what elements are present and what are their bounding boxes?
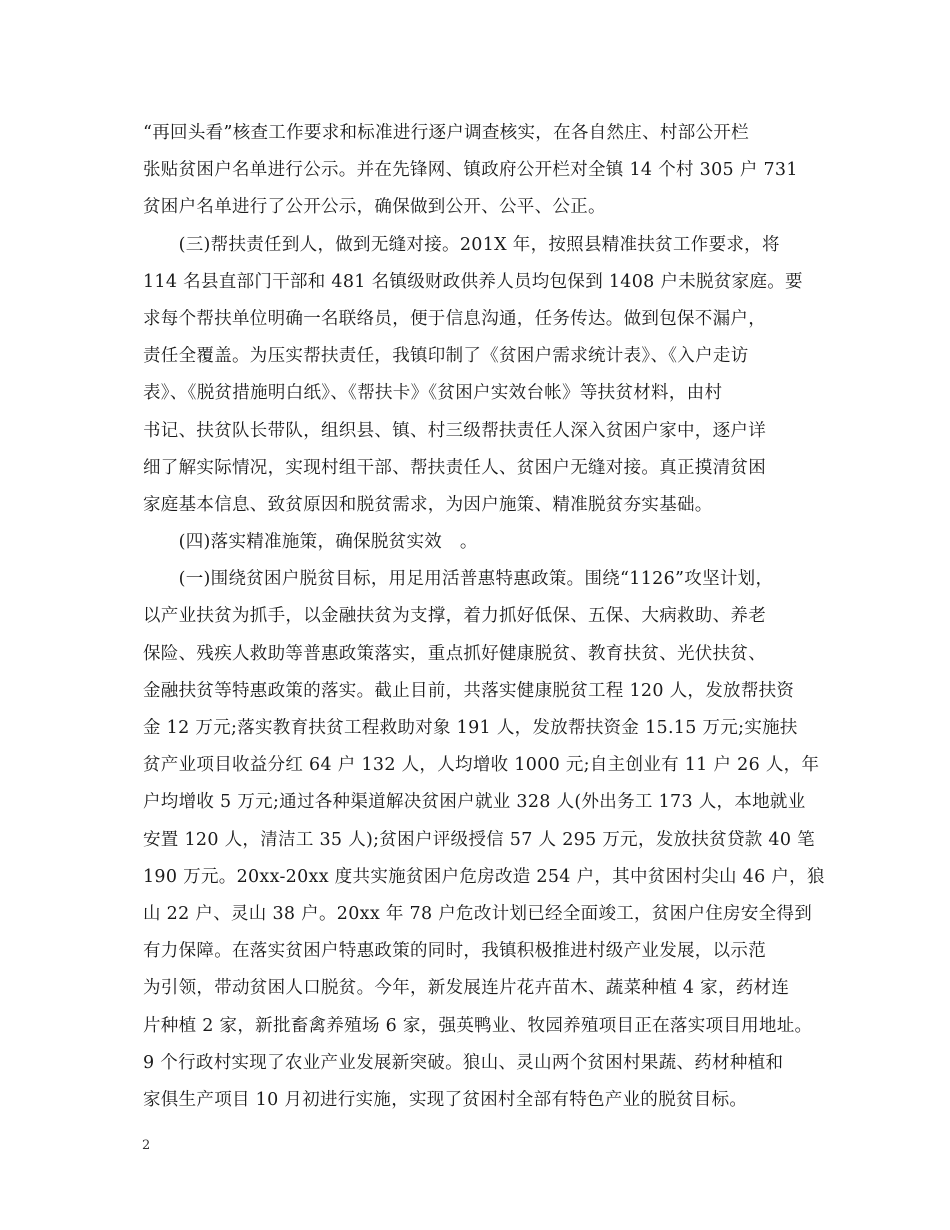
text-line: 山 22 户、灵山 38 户。20xx 年 78 户危改计划已经全面竣工，贫困户住房安全得到 [143,903,813,924]
text-line: 表》、《脱贫措施明白纸》、《帮扶卡》《贫困户实效台帐》等扶贫材料，由村 [143,383,723,404]
text-line: 9 个行政村实现了农业产业发展新突破。狼山、灵山两个贫困村果蔬、药材种植和 [143,1052,784,1073]
text-line: 贫产业项目收益分红 64 户 132 人，人均增收 1000 元;自主创业有 11 户 26 人，年 [143,755,820,776]
body-text [143,115,823,1119]
text-line: 家俱生产项目 10 月初进行实施，实现了贫困村全部有特色产业的脱贫目标。 [143,1089,748,1110]
text-line: 贫困户名单进行了公开公示，确保做到公开、公平、公正。 [143,197,606,218]
text-line: 家庭基本信息、致贫原因和脱贫需求，为因户施策、精准脱贫夯实基础。 [143,494,713,515]
text-line: 求每个帮扶单位明确一名联络员，便于信息沟通，任务传达。做到包保不漏户， [143,308,766,329]
text-line: 细了解实际情况，实现村组干部、帮扶责任人、贫困户无缝对接。真正摸清贫困 [143,457,766,478]
text-line: 以产业扶贫为抓手，以金融扶贫为支撑，着力抓好低保、五保、大病救助、养老 [143,606,766,627]
text-line: 书记、扶贫队长带队，组织县、镇、村三级帮扶责任人深入贫困户家中，逐户详 [143,420,766,441]
text-line: 保险、残疾人救助等普惠政策落实，重点抓好健康脱贫、教育扶贫、光伏扶贫、 [143,643,766,664]
text-line: 有力保障。在落实贫困户特惠政策的同时，我镇积极推进村级产业发展，以示范 [143,941,766,962]
text-line: 金 12 万元;落实教育扶贫工程救助对象 191 人，发放帮扶资金 15.15 万元;实施扶 [143,718,798,738]
text-line: 为引领，带动贫困人口脱贫。今年，新发展连片花卉苗木、蔬菜种植 4 家，药材连 [143,978,790,999]
text-line: 张贴贫困户名单进行公示。并在先锋网、镇政府公开栏对全镇 14 个村 305 户 731 [143,160,798,181]
text-line: “再回头看”核查工作要求和标准进行逐户调查核实，在各自然庄、村部公开栏 [143,123,749,143]
text-line: 户均增收 5 万元;通过各种渠道解决贫困户就业 328 人(外出务工 173 人，本地就业 [143,792,806,813]
text-line: 114 名县直部门干部和 481 名镇级财政供养人员均包保到 1408 户未脱贫家庭。要 [143,271,803,292]
text-line: (一)围绕贫困户脱贫目标，用足用活普惠特惠政策。围绕“1126”攻坚计划， [143,569,774,590]
text-line: 责任全覆盖。为压实帮扶责任，我镇印制了《贫困户需求统计表》、《入户走访 [143,346,749,367]
text-line: 190 万元。20xx-20xx 度共实施贫困户危房改造 254 户，其中贫困村尖山 46 户，狼 [143,866,825,887]
text-line: (四)落实精准施策，确保脱贫实效 。 [143,532,478,553]
text-line: 片种植 2 家，新批畜禽养殖场 6 家，强英鸭业、牧园养殖项目正在落实项目用地址。 [143,1015,813,1036]
text-line: 安置 120 人，清洁工 35 人);贫困户评级授信 57 人 295 万元，发放扶贫贷款 40 笔 [143,829,815,850]
text-line: 金融扶贫等特惠政策的落实。截止目前，共落实健康脱贫工程 120 人，发放帮扶资 [143,680,795,701]
page-number: 2 [142,1138,151,1153]
text-line: (三)帮扶责任到人，做到无缝对接。201X 年，按照县精准扶贫工作要求，将 [143,234,780,255]
